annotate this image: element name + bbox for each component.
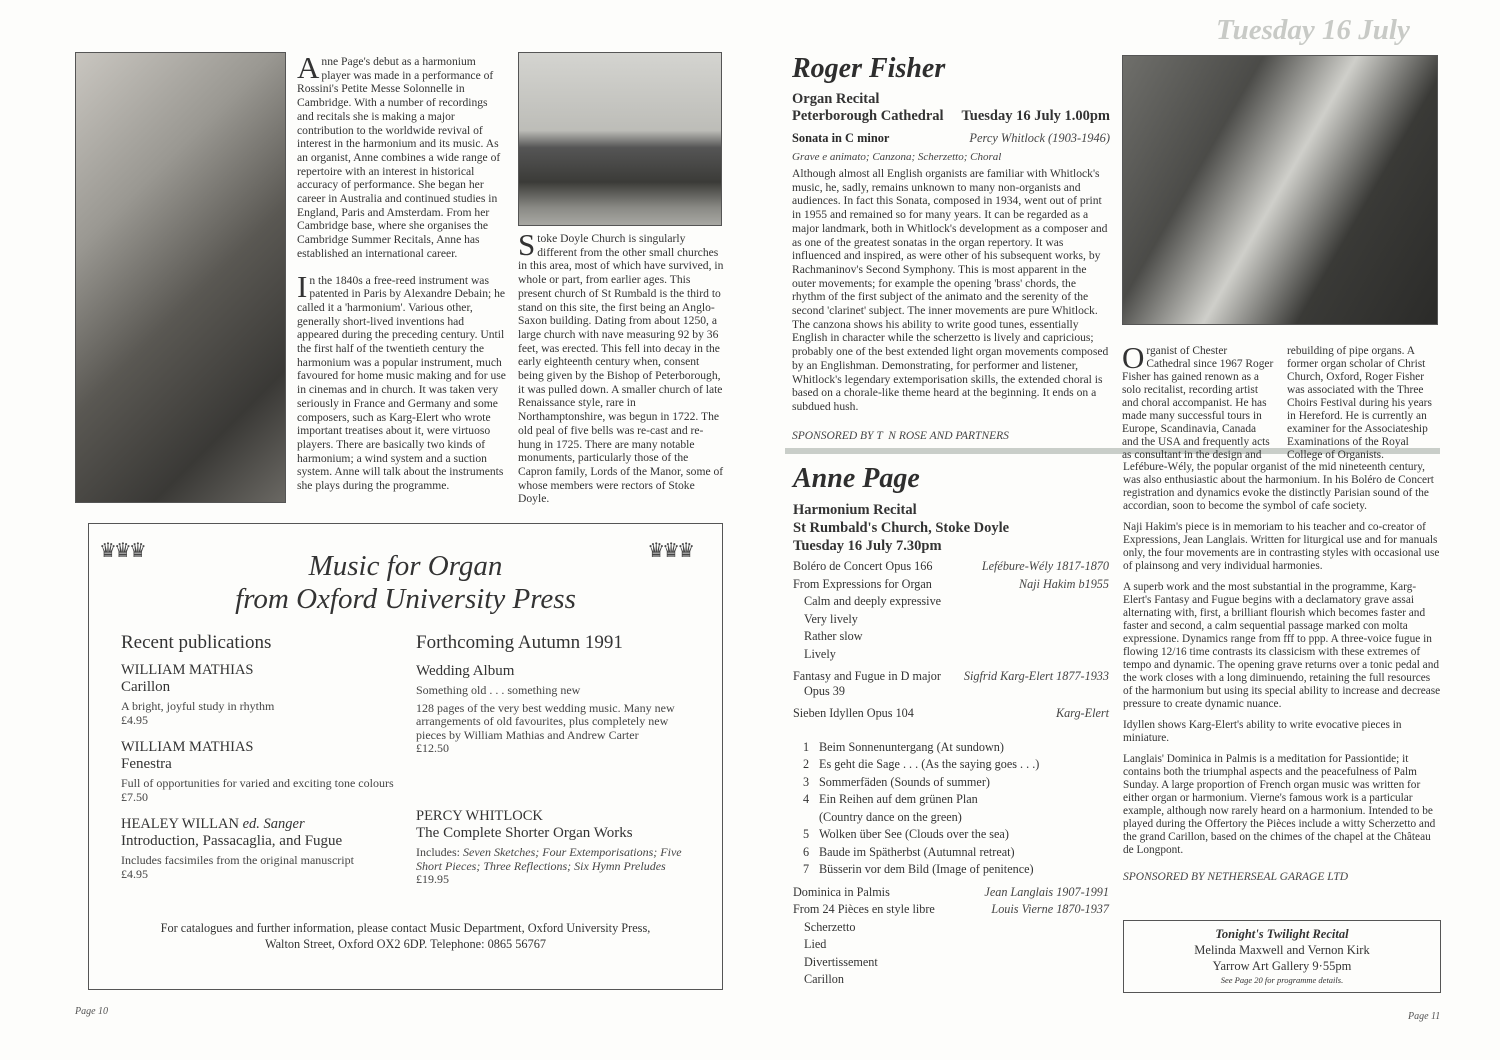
idyll-item (793, 756, 1109, 774)
oup-advert (88, 523, 723, 990)
roger-fisher-bio-col1: Organist of Chester Cathedral since 1967 Roger Fisher has gained renown as a solo recitalist, recording artist and choral accompanist. He has made many successful tours in Europe, Scandinavia, Canada and the USA and frequently acts as consultant in the design and (1122, 340, 1274, 461)
anne-page-notes (1123, 461, 1441, 884)
advert-title: Music for Organ from Oxford University Press (235, 550, 576, 615)
idyll-item (793, 739, 1109, 757)
idyll-number: 5 (803, 827, 810, 841)
stoke-doyle-church-text: Stoke Doyle Church is singularly different from the other small churches in this area, most of which have survived, in whole or part, from earlier ages. This present church of St Rumbald is the third to stand on this site, the first being an Anglo-Saxon building. Dating from about 1250, a large church with nave measuring 92 by 36 feet, was erected. This fell into decay in the early eighteenth century when, consent being given by the Bishop of Peterborough, it was pulled down. A smaller church of late Renaissance style, rare in Northamptonshire, was begun in 1722. The old peal of five bells was re-cast and re-hung in 1725. There are many notable monuments, particularly those of the Capron family, Lords of the Manor, some of whose members were rectors of Stoke Doyle. (518, 227, 724, 506)
work-title: Dominica in Palmis (793, 884, 890, 899)
work-title: Rather slow (804, 629, 863, 643)
drop-cap: A (297, 50, 320, 85)
idyll-title: Sommerfäden (Sounds of summer) (819, 774, 990, 789)
roger-fisher-bio-col2: rebuilding of pipe organs. A former organ scholar of Christ Church, Oxford, Roger Fisher was associated with the Three Choirs Festival during his years in Hereford. He is currently an examiner for the Associateship Examinations of the Royal College of Organists. (1287, 345, 1432, 461)
work-title: From Expressions for Organ (793, 576, 932, 591)
idyll-number: 2 (803, 757, 810, 771)
publication-item: Wedding Album Something old . . . something new 128 pages of the very best wedding music. Many new arrangements of old favourites, plus completely new pieces by William Mathias and Andrew Carter £12.50 (416, 663, 675, 755)
idyll-title: Ein Reihen auf dem grünen Plan (819, 792, 978, 806)
work-title: Lively (804, 646, 836, 661)
program-item (793, 593, 1109, 611)
date-header: Tuesday 16 July (1216, 14, 1410, 46)
anne-page-section: Anne Page Harmonium Recital St Rumbald's Church, Stoke Doyle Tuesday 16 July 7.30pm Boléro de Concert Opus 166 Lefébure-Wély 1817-1870 From Expressions for Organ Naji Hakim b1955 Calm and deeply expressive Very lively Rather slow Lively Fantasy and Fugue in D major Sigfrid Karg-Elert 1877-1933 Opus 39 Sieben Idyllen Opus 104 Karg-Elert 1 Beim Sonnenuntergang (At sundown) 2 Es geht die Sage . . . (As the saying goes . . .) 3 Sommerfäden (Sounds of summer) 4 Ein Reihen auf dem grünen Plan (Country dance on the green) 5 Wolken über See (Clouds over the sea) 6 Baude im Spätherbst (Autumnal retreat) 7 Büsserin vor dem Bild (Image of penitence) Dominica in Palmis Jean Langlais 1907-1991 From 24 Pièces en style libre Louis Vierne 1870-1937 Scherzetto Lied Divertissement Carillon (793, 462, 1109, 989)
program-item (793, 971, 1109, 989)
programme-note: Lefébure-Wély, the popular organist of the mid nineteenth century, was also enthusiastic about the harmonium. In his Boléro de Concert registration and dynamics evoke the distinctly Parisian sound of the accordian, soon to become the symbol of cafe society. (1123, 461, 1434, 512)
program-item (793, 919, 1109, 937)
program-item (793, 628, 1109, 646)
idyll-item (793, 861, 1109, 879)
idyll-number (793, 809, 819, 827)
page-number: Page 11 (1408, 1011, 1441, 1022)
idyll-number: 6 (803, 844, 810, 859)
drop-cap: S (518, 227, 536, 262)
program-item (793, 558, 1109, 576)
work-title: Scherzetto (804, 919, 856, 934)
composer: Jean Langlais 1907-1991 (984, 884, 1109, 899)
work-title: Boléro de Concert Opus 166 (793, 559, 933, 573)
programme-note: A superb work and the most substantial in the programme, Karg-Elert's Fantasy and Fugue begins with a declamatory grave assai alternating with, first, a brilliant flourish which becomes faster and faster and second, a calm sequential passage marked con molta expressione. Dynamics range from fff to ppp. A three-voice fugue in flowing 12/16 time contrasts its classicism with these extremes of tempo and dynamic. The opening grave returns over a tonic pedal and the work closes with a long diminuendo, retaining the full resources of the harmonium but using its special ability to increase and decrease pressure to create dynamic nuance. (1123, 581, 1441, 710)
idyll-item (793, 809, 1109, 827)
harmonium-player-photo (75, 52, 286, 503)
program-item (793, 611, 1109, 629)
performer-name: Roger Fisher (792, 53, 946, 84)
work-title: From 24 Pièces en style libre (793, 902, 935, 916)
idyll-title: (Country dance on the green) (819, 809, 962, 824)
idyll-item (793, 791, 1109, 809)
sponsor-line: SPONSORED BY NETHERSEAL GARAGE LTD (1123, 871, 1349, 883)
drop-cap: I (297, 268, 308, 304)
composer: Louis Vierne 1870-1937 (991, 902, 1109, 916)
work-title: Calm and deeply expressive (804, 594, 942, 608)
anne-page-bio: Anne Page's debut as a harmonium player was made in a performance of Rossini's Petite Messe Solonnelle in Cambridge. With a number of recordings and recitals she is making a major contribution to the worldwide revival of interest in the harmonium and its music. As an organist, Anne combines a wide range of repertoire with an interest in historical accuracy of performance. She began her career in Australia and continued studies in England, Paris and Amsterdam. From her Cambridge base, where she organises the Cambridge Summer Recitals, Anne has established an international career. In the 1840s a free-reed instrument was patented in Paris by Alexandre Debain; he called it a 'harmonium'. Various other, generally short-lived inventions had appeared during the preceding century. Until the first half of the twentieth century the harmonium was a popular instrument, much favoured for home music making and for use in cinemas and in church. It was taken very seriously in France and Germany and some composers, such as Karg-Elert who wrote important treatises about it, were virtuoso players. There are basically two kinds of harmonium; a wind system and a suction system. Anne will talk about the instruments she plays during the programme. (297, 50, 506, 493)
composer: Naji Hakim b1955 (1018, 576, 1109, 591)
work-title: Very lively (804, 611, 858, 626)
crown-ornament-icon: ♛♛♛ (99, 540, 144, 562)
contact-info: For catalogues and further information, please contact Music Department, Oxford University Press, Walton Street, Oxford OX2 6DP. Telephone: 0865 56767 (160, 921, 651, 951)
idyll-title: Baude im Spätherbst (Autumnal retreat) (819, 844, 1015, 859)
idyll-title: Wolken über See (Clouds over the sea) (819, 827, 1009, 841)
performer-name: Anne Page (793, 463, 920, 494)
programme-note: Naji Hakim's piece is in memoriam to his teacher and co-creator of Expressions, Jean Langlais. Written for liturgical use and for manuals only, the four movements are in contrasting styles with occasional use of plainsong and very individual harmonies. (1123, 521, 1440, 572)
work-title: Carillon (804, 972, 844, 986)
work-title: Lied (804, 937, 827, 951)
idyll-title: Büsserin vor dem Bild (Image of penitence) (819, 862, 1034, 876)
work-title: Divertissement (804, 954, 878, 969)
publication-item: PERCY WHITLOCK The Complete Shorter Organ Works Includes: Seven Sketches; Four Extemporisations; Five Short Pieces; Three Reflections; Six Hymn Preludes £19.95 (416, 808, 682, 886)
twilight-recital-box: Tonight's Twilight Recital Melinda Maxwell and Vernon Kirk Yarrow Art Gallery 9·55pm See Page 20 for programme details. (1123, 920, 1441, 993)
crown-ornament-icon: ♛♛♛ (647, 540, 692, 562)
idyll-number: 4 (803, 792, 810, 806)
publication-item: WILLIAM MATHIAS Carillon A bright, joyful study in rhythm £4.95 (121, 662, 275, 727)
publication-item: HEALEY WILLAN ed. Sanger Introduction, Passacaglia, and Fugue Includes facsimiles from the original manuscript £4.95 (121, 816, 354, 881)
program-item (793, 954, 1109, 972)
forthcoming-publications: Forthcoming Autumn 1991 Wedding Album Something old . . . something new 128 pages of the very best wedding music. Many new arrangements of old favourites, plus completely new pieces by William Mathias and Andrew Carter £12.50 PERCY WHITLOCK The Complete Shorter Organ Works Includes: Seven Sketches; Four Extemporisations; Five Short Pieces; Three Reflections; Six Hymn Preludes £19.95 (416, 632, 696, 899)
recent-publications: Recent publications WILLIAM MATHIAS Carillon A bright, joyful study in rhythm £4.95 WILLIAM MATHIAS Fenestra Full of opportunities for varied and exciting tone colours £7.50 HEALEY WILLAN ed. Sanger Introduction, Passacaglia, and Fugue Includes facsimiles from the original manuscript £4.95 (121, 632, 401, 893)
roger-fisher-section: Roger Fisher Organ Recital Peterborough Cathedral Tuesday 16 July 1.00pm Sonata in C minor Percy Whitlock (1903-1946) Grave e animato; Canzona; Scherzetto; Choral Although almost all English organists are familiar with Whitlock's music, he, sadly, remains unknown to many non-organists and audiences. In fact this Sonata, composed in 1934, went out of print in 1955 and remained so for many years. It can be regarded as a major landmark, both in Whitlock's development as a composer and as one of the greatest sonatas in the organ repertory. It was influenced and inspired, as were other of his subsequent works, by Rachmaninov's Second Symphony. This is most apparent in the outer movements; for example the opening 'brass' chords, the rhythm of the first subject of the animato and the serenity of the second 'clarinet' subject. The inner movements are pure Whitlock. The canzona shows his ability to write good tunes, essentially English in character while the scherzetto is lively and capricious; probably one of the best extended light organ movements composed by an Englishman. Demonstrating, for performer and listener, Whitlock's legendary extemporisation skills, the extended choral is based on a chorale-like theme heard at the beginning. It ends on a subdued hush. SPONSORED BY T N ROSE AND PARTNERS (792, 53, 1110, 442)
idyll-title: Beim Sonnenuntergang (At sundown) (819, 739, 1004, 754)
roger-fisher-photo (1122, 55, 1438, 325)
programme-note: Langlais' Dominica in Palmis is a meditation for Passiontide; it contains both the triumphal aspects and the peacefulness of Palm Sunday. A large proportion of French organ music was written for either organ or harmonium. Vierne's famous work is a particular example, although now rarely heard on a harmonium. Intended to be played during the Offertory the Pièces include a witty Scherzetto and the grand Carillon, based on the chimes of the chapel at the Château de Longpont. (1123, 753, 1436, 856)
page-number: Page 10 (75, 1006, 109, 1017)
program-item (793, 646, 1109, 664)
idyll-number: 1 (803, 739, 810, 754)
idyll-item (793, 774, 1109, 792)
composer: Lefébure-Wély 1817-1870 (981, 559, 1109, 573)
idyll-number: 3 (803, 774, 810, 789)
program-item (793, 576, 1109, 594)
idyll-item (793, 844, 1109, 862)
idyll-title: Es geht die Sage . . . (As the saying goes . . .) (819, 757, 1040, 771)
idyll-number: 7 (803, 862, 810, 876)
programme-note: Idyllen shows Karg-Elert's ability to write evocative pieces in miniature. (1123, 719, 1402, 744)
program-item (793, 936, 1109, 954)
sponsor-line: SPONSORED BY T N ROSE AND PARTNERS (792, 429, 1009, 442)
program-item (793, 901, 1109, 919)
stoke-doyle-church-photo (518, 52, 722, 226)
program-item (793, 884, 1109, 902)
drop-cap: O (1122, 340, 1145, 375)
idyll-item (793, 826, 1109, 844)
publication-item: WILLIAM MATHIAS Fenestra Full of opportunities for varied and exciting tone colours £7.50 (121, 739, 394, 804)
